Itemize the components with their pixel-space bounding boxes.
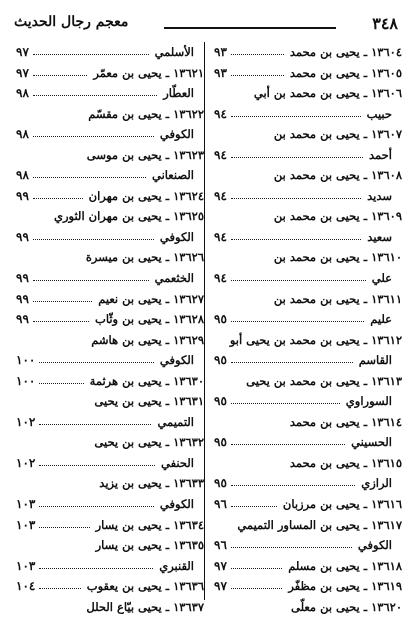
entry-text: ١٣٦٠٥ ـ يحيى بن محمد — [289, 65, 402, 80]
index-entry — [214, 206, 402, 227]
leader-dots — [231, 75, 284, 76]
entry-text: الأسلمي — [154, 45, 194, 59]
entry-page-number: ١٠٣ — [16, 558, 36, 573]
entry-page-number: ١٠٣ — [16, 517, 36, 532]
entry-text: الخثعمي — [154, 271, 194, 286]
entry-text: الرازي — [361, 476, 392, 491]
index-entry — [214, 268, 402, 289]
entry-text: ١٣٦١٣ ـ يحيى بن محمد بن يحيى — [246, 373, 402, 388]
index-entry — [16, 412, 204, 433]
leader-dots — [39, 424, 151, 425]
entry-page-number: ٩٩ — [16, 271, 29, 286]
leader-dots — [33, 198, 83, 199]
entry-page-number: ٩٨ — [16, 127, 29, 142]
index-entry — [16, 473, 204, 494]
entry-text: الكوفي — [159, 127, 194, 142]
entry-page-number: ١٠٠ — [16, 353, 36, 368]
leader-dots — [33, 95, 157, 96]
entry-text: ١٣٦١٤ ـ يحيى بن محمد — [289, 414, 402, 429]
index-entry — [16, 268, 204, 289]
leader-dots — [231, 280, 366, 281]
entry-text: ١٣٦٢٧ ـ يحيى بن نعيم — [98, 291, 204, 306]
entry-text: ١٣٦٣٦ ـ يحيى بن يعقوب — [86, 579, 204, 594]
index-entry — [214, 63, 402, 84]
entry-text: القنبري — [159, 558, 194, 573]
entry-text: الكوفي — [159, 497, 194, 512]
index-entry — [16, 576, 204, 597]
entry-text: الكوفي — [159, 229, 194, 244]
index-entry — [214, 145, 402, 166]
index-entry — [214, 432, 402, 453]
entry-text: سديد — [367, 188, 392, 203]
entry-page-number: ٩٨ — [16, 86, 29, 101]
index-entry — [16, 124, 204, 145]
leader-dots — [231, 485, 355, 486]
index-entry — [16, 206, 204, 227]
entry-page-number: ٩٥ — [214, 476, 227, 491]
entry-page-number: ١٠٤ — [16, 579, 36, 594]
entry-text: عليم — [370, 312, 392, 327]
leader-dots — [231, 444, 345, 445]
entry-page-number: ٩٩ — [16, 188, 29, 203]
header-rule — [164, 27, 336, 29]
entry-page-number: ٩٩ — [16, 312, 29, 327]
index-entry — [16, 494, 204, 515]
leader-dots — [231, 239, 361, 240]
entry-text: ١٣٦٢٢ ـ يحيى بن مقسّم — [88, 106, 204, 121]
leader-dots — [33, 239, 154, 240]
index-entry — [214, 104, 402, 125]
index-entry — [16, 63, 204, 84]
leader-dots — [33, 136, 154, 137]
index-entry — [16, 165, 204, 186]
entry-text: التميمي — [157, 414, 194, 429]
leader-dots — [231, 506, 277, 507]
entry-page-number: ٩٥ — [214, 353, 227, 368]
entry-text: ١٣٦٠٧ ـ يحيى بن محمد بن — [273, 127, 402, 142]
index-entry — [214, 412, 402, 433]
index-entry — [214, 535, 402, 556]
index-entry — [16, 247, 204, 268]
entry-text: ١٣٦١٨ ـ يحيى بن مسلم — [288, 558, 402, 573]
leader-dots — [231, 157, 363, 158]
leader-dots — [39, 588, 81, 589]
entry-page-number: ٩٤ — [214, 106, 227, 121]
leader-dots — [33, 177, 146, 178]
index-entry — [16, 104, 204, 125]
index-entry — [214, 556, 402, 577]
entry-text: ١٣٦٢٨ ـ يحيى بن وثّاب — [95, 312, 204, 327]
entry-page-number: ٩٥ — [214, 435, 227, 450]
index-entry — [214, 42, 402, 63]
entry-text: ١٣٦١٩ ـ يحيى بن مظفّر — [288, 579, 402, 594]
entry-page-number: ٩٧ — [214, 558, 227, 573]
entry-text: الكوفي — [159, 353, 194, 368]
entry-text: ١٣٦١٦ ـ يحيى بن مرزبان — [282, 497, 402, 512]
index-entry — [16, 432, 204, 453]
entry-text: ١٣٦٣٣ ـ يحيى بن يزيد — [99, 476, 204, 491]
entry-page-number: ٩٥ — [214, 394, 227, 409]
entry-page-number: ٩٥ — [214, 312, 227, 327]
leader-dots — [33, 301, 92, 302]
index-entry — [16, 597, 204, 617]
entry-text: ١٣٦٢٤ ـ يحيى بن مهران — [88, 188, 204, 203]
index-entry — [214, 453, 402, 474]
entry-text: ١٣٦٠٤ ـ يحيى بن محمد — [289, 45, 402, 59]
entry-text: ١٣٦٣٢ ـ يحيى بن يحيى — [94, 435, 204, 450]
entry-text: الكوفي — [357, 538, 392, 553]
index-entry — [214, 83, 402, 104]
index-entry — [214, 350, 402, 371]
entry-text: ١٣٦٢٦ ـ يحيى بن ميسرة — [85, 250, 204, 265]
index-entry — [16, 145, 204, 166]
index-entry — [214, 515, 402, 536]
leader-dots — [39, 506, 154, 507]
book-title: معجم رجال الحديث — [14, 14, 129, 30]
index-entry — [16, 515, 204, 536]
index-entry — [16, 330, 204, 351]
index-entry — [16, 309, 204, 330]
index-entry — [214, 371, 402, 392]
column-divider — [204, 42, 205, 600]
page-header — [14, 10, 398, 40]
leader-dots — [231, 568, 282, 569]
entry-text: ١٣٦٠٨ ـ يحيى بن محمد بن — [273, 168, 402, 183]
entry-page-number: ١٠٢ — [16, 455, 36, 470]
entry-page-number: ٩٦ — [214, 538, 227, 553]
index-entry — [16, 186, 204, 207]
leader-dots — [33, 54, 149, 55]
entry-text: حبيب — [366, 106, 392, 121]
index-entry — [214, 391, 402, 412]
index-entry — [214, 289, 402, 310]
page-number: ٣٤٨ — [372, 14, 398, 33]
index-entry — [214, 330, 402, 351]
index-entry — [16, 83, 204, 104]
entry-page-number: ٩٤ — [214, 271, 227, 286]
leader-dots — [39, 465, 155, 466]
leader-dots — [39, 527, 90, 528]
entry-text: القاسم — [358, 353, 392, 368]
leader-dots — [33, 75, 87, 76]
index-entry — [214, 124, 402, 145]
entry-text: العطّار — [163, 86, 194, 101]
entry-text: أحمد — [369, 147, 392, 162]
entry-text: علي — [371, 271, 392, 286]
entry-text: ١٣٦٠٩ ـ يحيى بن محمد بن — [273, 209, 402, 224]
leader-dots — [33, 321, 89, 322]
entry-text: ١٣٦١١ ـ يحيى بن محمد بن — [273, 291, 402, 306]
leader-dots — [231, 403, 340, 404]
index-entry — [214, 597, 402, 617]
entry-page-number: ١٠٣ — [16, 497, 36, 512]
entry-page-number: ٩٣ — [214, 65, 227, 80]
entry-text: ١٣٦١٧ ـ يحيى بن المساور التميمي — [237, 517, 402, 532]
entry-page-number: ١٠٠ — [16, 373, 36, 388]
entry-text: ١٣٦٣١ ـ يحيى بن يحيى — [94, 394, 204, 409]
entry-page-number: ٩٩ — [16, 291, 29, 306]
entry-page-number: ١٠٢ — [16, 414, 36, 429]
index-entry — [16, 391, 204, 412]
index-entry — [214, 494, 402, 515]
entry-text: سعيد — [367, 229, 392, 244]
leader-dots — [39, 568, 153, 569]
entry-page-number: ٩٤ — [214, 188, 227, 203]
entry-page-number: ٩٨ — [16, 168, 29, 183]
index-entry — [16, 42, 204, 63]
leader-dots — [231, 54, 284, 55]
entry-page-number: ٩٣ — [214, 45, 227, 59]
index-entry — [214, 165, 402, 186]
right-column — [214, 42, 402, 617]
entry-text: ١٣٦٣٤ ـ يحيى بن يسار — [95, 517, 204, 532]
entry-page-number: ٩٧ — [214, 579, 227, 594]
left-column — [16, 42, 204, 617]
entry-text: ١٣٦١٥ ـ يحيى بن محمد — [289, 455, 402, 470]
index-entry — [214, 309, 402, 330]
entry-page-number: ٩٧ — [16, 45, 29, 59]
index-entry — [214, 247, 402, 268]
entry-text: ١٣٦٣٥ ـ يحيى بن يسار — [95, 538, 204, 553]
entry-page-number: ٩٧ — [16, 65, 29, 80]
entry-page-number: ٩٤ — [214, 147, 227, 162]
leader-dots — [39, 362, 154, 363]
entry-page-number: ٩٩ — [16, 229, 29, 244]
index-entry — [16, 453, 204, 474]
entry-text: ١٣٦٣٠ ـ يحيى بن هرثمة — [89, 373, 204, 388]
index-entry — [16, 535, 204, 556]
leader-dots — [231, 588, 282, 589]
entry-text: الحنفي — [161, 455, 194, 470]
index-entry — [16, 227, 204, 248]
leader-dots — [231, 362, 353, 363]
leader-dots — [231, 116, 361, 117]
index-entry — [214, 227, 402, 248]
leader-dots — [231, 547, 352, 548]
entry-text: ١٣٦١٢ ـ يحيى بن محمد بن يحيى أبو — [229, 332, 402, 347]
entry-page-number: ٩٦ — [214, 497, 227, 512]
entry-text: ١٣٦٣٧ ـ يحيى بيّاع الحلل — [86, 599, 204, 614]
entry-text: ١٣٦١٠ ـ يحيى بن محمد بن — [273, 250, 402, 265]
leader-dots — [231, 198, 361, 199]
entry-text: ١٣٦٢٠ ـ يحيى بن معلّى — [290, 599, 402, 614]
index-entry — [16, 350, 204, 371]
entry-text: الصنعاني — [152, 168, 194, 183]
entry-text: السوراوي — [345, 394, 392, 409]
entry-text: ١٣٦٢٩ ـ يحيى بن هاشم — [91, 332, 204, 347]
index-entry — [214, 473, 402, 494]
entry-text: ١٣٦٢٣ ـ يحيى بن موسى — [86, 147, 204, 162]
entry-text: ١٣٦٢١ ـ يحيى بن معمّر — [93, 65, 204, 80]
leader-dots — [39, 383, 84, 384]
index-entry — [16, 289, 204, 310]
entry-text: الحسيني — [351, 435, 392, 450]
entry-text: ١٣٦٠٦ ـ يحيى بن محمد بن أبي — [253, 86, 402, 101]
index-entry — [16, 556, 204, 577]
index-entry — [16, 371, 204, 392]
index-entry — [214, 186, 402, 207]
entry-text: ١٣٦٢٥ ـ يحيى بن مهران الثوري — [53, 209, 204, 224]
leader-dots — [231, 321, 364, 322]
index-entry — [214, 576, 402, 597]
leader-dots — [33, 280, 149, 281]
entry-page-number: ٩٤ — [214, 229, 227, 244]
